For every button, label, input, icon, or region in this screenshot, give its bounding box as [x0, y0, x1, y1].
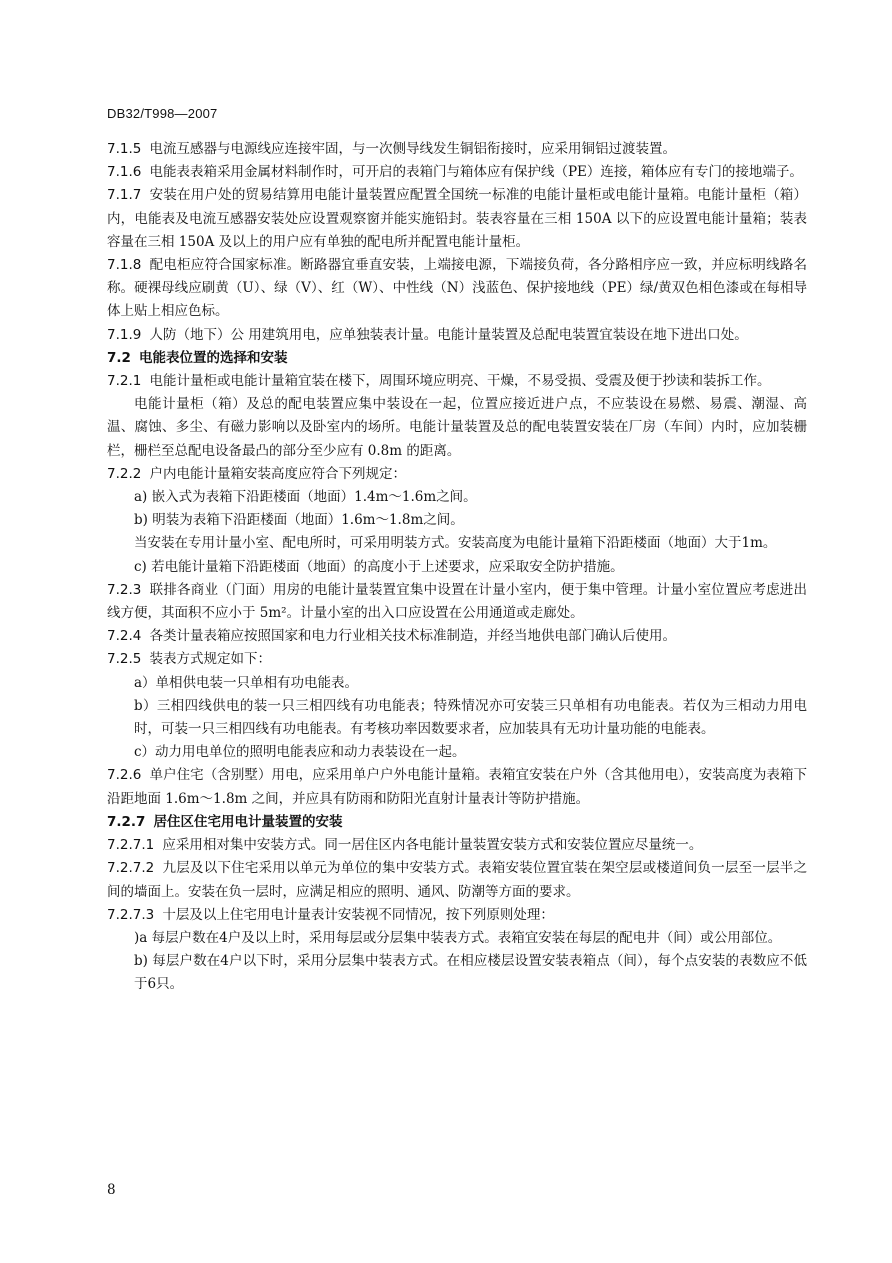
clause-paragraph — [107, 904, 807, 927]
clause-paragraph — [107, 184, 807, 254]
clause-number: 7.2 — [107, 349, 131, 366]
list-item: b) 每层户数在4户以下时，采用分层集中装表方式。在相应楼层设置安装表箱点（间），每个点安装的表数应不低于6只。 — [134, 953, 807, 993]
clause-text: 居住区住宅用电计量装置的安装 — [153, 813, 343, 830]
clause-paragraph — [107, 648, 807, 671]
clause-text: 电流互感器与电源线应连接牢固，与一次侧导线发生铜铝衔接时，应采用铜铝过渡装置。 — [149, 141, 676, 157]
clause-text: 单户住宅（含别墅）用电，应采用单户户外电能计量箱。表箱宜安装在户外（含其他用电），安装高度为表箱下沿距地面 1.6m～1.8m 之间，并应具有防雨和防阳光直射计量表计等防护措施。 — [107, 767, 807, 807]
clause-paragraph — [107, 579, 807, 625]
clause-text: 安装在用户处的贸易结算用电能计量装置应配置全国统一标准的电能计量柜或电能计量箱。电能计量柜（箱）内，电能表及电流互感器安装处应设置观察窗并能实施铅封。装表容量在三相 150A 以下的应设置电能计量箱；装表容量在三相 150A 及以上的用户应有单独的配电所并配置电能计量柜。 — [107, 187, 807, 250]
clause-paragraph — [107, 463, 807, 486]
page-number: 8 — [107, 1182, 116, 1198]
clause-text: 人防（地下）公 用建筑用电，应单独装表计量。电能计量装置及总配电装置宜装设在地下进出口处。 — [149, 326, 748, 343]
clause-number: 7.2.1 — [107, 373, 142, 390]
list-item: a) 嵌入式为表箱下沿距楼面（地面）1.4m～1.6m之间。 — [134, 489, 477, 506]
clause-number: 7.2.7 — [107, 813, 146, 830]
clause-paragraph — [107, 625, 807, 648]
clause-number: 7.2.2 — [107, 465, 142, 482]
list-item: a）单相供电装一只单相有功电能表。 — [134, 674, 359, 691]
document-code: DB32/T998—2007 — [107, 106, 218, 121]
body-paragraph: 电能计量柜（箱）及总的配电装置应集中装设在一起，位置应接近进户点，不应装设在易燃、易震、潮湿、高温、腐蚀、多尘、有磁力影响以及卧室内的场所。电能计量装置及总的配电装置安装在厂房（车间）内时，应加装栅栏，栅栏至总配电设备最凸的部分至少应有 0.8m 的距离。 — [107, 396, 807, 459]
clause-number: 7.1.7 — [107, 187, 142, 204]
clause-paragraph — [107, 161, 807, 184]
clause-number: 7.2.7.2 — [107, 860, 155, 877]
clause-text: 九层及以下住宅采用以单元为单位的集中安装方式。表箱安装位置宜装在架空层或楼道间负一层至一层半之间的墙面上。安装在负一层时，应满足相应的照明、通风、防潮等方面的要求。 — [107, 860, 807, 900]
clause-text: 电能表表箱采用金属材料制作时，可开启的表箱门与箱体应有保护线（PE）连接，箱体应有专门的接地端子。 — [149, 164, 803, 181]
list-item: b) 明装为表箱下沿距楼面（地面）1.6m～1.8m之间。 — [134, 512, 464, 529]
clause-text: 应采用相对集中安装方式。同一居住区内各电能计量装置安装方式和安装位置应尽量统一。 — [162, 837, 703, 854]
clause-number: 7.1.5 — [107, 141, 142, 157]
clause-text: 配电柜应符合国家标准。断路器宜垂直安装，上端接电源，下端接负荷，各分路相序应一致，并应标明线路名称。硬裸母线应刷黄（U）、绿（V）、红（W）、中性线（N）浅蓝色、保护接地线（PE）绿/黄双色相色漆或在每相导体上贴上相应色标。 — [107, 257, 807, 320]
clause-number: 7.1.6 — [107, 164, 142, 181]
clause-paragraph — [107, 324, 807, 347]
clause-number: 7.1.8 — [107, 257, 142, 274]
clause-paragraph — [107, 138, 807, 161]
list-item: c）动力用电单位的照明电能表应和动力表装设在一起。 — [134, 744, 466, 761]
section-heading — [107, 347, 807, 370]
clause-text: 各类计量表箱应按照国家和电力行业相关技术标准制造，并经当地供电部门确认后使用。 — [149, 628, 676, 645]
clause-text: 联排各商业（门面）用房的电能计量装置宜集中设置在计量小室内，便于集中管理。计量小室位置应考虑进出线方便，其面积不应小于 5m²。计量小室的出入口应设置在公用通道或走廊处。 — [107, 581, 807, 622]
clause-number: 7.2.7.1 — [107, 837, 155, 854]
list-item: )a 每层户数在4户及以上时，采用每层或分层集中装表方式。表箱宜安装在每层的配电井（间）或公用部位。 — [134, 929, 782, 946]
body-paragraph: 当安装在专用计量小室、配电所时，可采用明装方式。安装高度为电能计量箱下沿距楼面（地面）大于1m。 — [134, 535, 777, 552]
clause-paragraph — [107, 254, 807, 324]
clause-number: 7.2.4 — [107, 628, 142, 645]
clause-number: 7.1.9 — [107, 326, 142, 343]
section-heading — [107, 811, 807, 834]
clause-text: 电能计量柜或电能计量箱宜装在楼下，周围环境应明亮、干燥，不易受损、受震及便于抄读和装拆工作。 — [149, 373, 771, 390]
clause-paragraph — [107, 764, 807, 810]
clause-number: 7.2.3 — [107, 581, 142, 598]
document-body — [107, 138, 807, 997]
clause-text: 十层及以上住宅用电计量表计安装视不同情况，按下列原则处理： — [162, 906, 554, 923]
clause-paragraph — [107, 370, 807, 393]
clause-number: 7.2.5 — [107, 651, 142, 668]
clause-paragraph — [107, 857, 807, 903]
clause-text: 户内电能计量箱安装高度应符合下列规定： — [149, 465, 406, 482]
list-item: b）三相四线供电的装一只三相四线有功电能表；特殊情况亦可安装三只单相有功电能表。若仅为三相动力用电时，可装一只三相四线有功电能表。有考核功率因数要求者，应加装具有无功计量功能的电能表。 — [134, 697, 807, 738]
clause-text: 装表方式规定如下： — [149, 651, 271, 668]
clause-number: 7.2.7.3 — [107, 906, 155, 923]
clause-number: 7.2.6 — [107, 767, 142, 784]
clause-paragraph — [107, 834, 807, 857]
clause-text: 电能表位置的选择和安装 — [139, 349, 288, 366]
list-item: c) 若电能计量箱下沿距楼面（地面）的高度小于上述要求，应采取安全防护措施。 — [134, 558, 624, 575]
